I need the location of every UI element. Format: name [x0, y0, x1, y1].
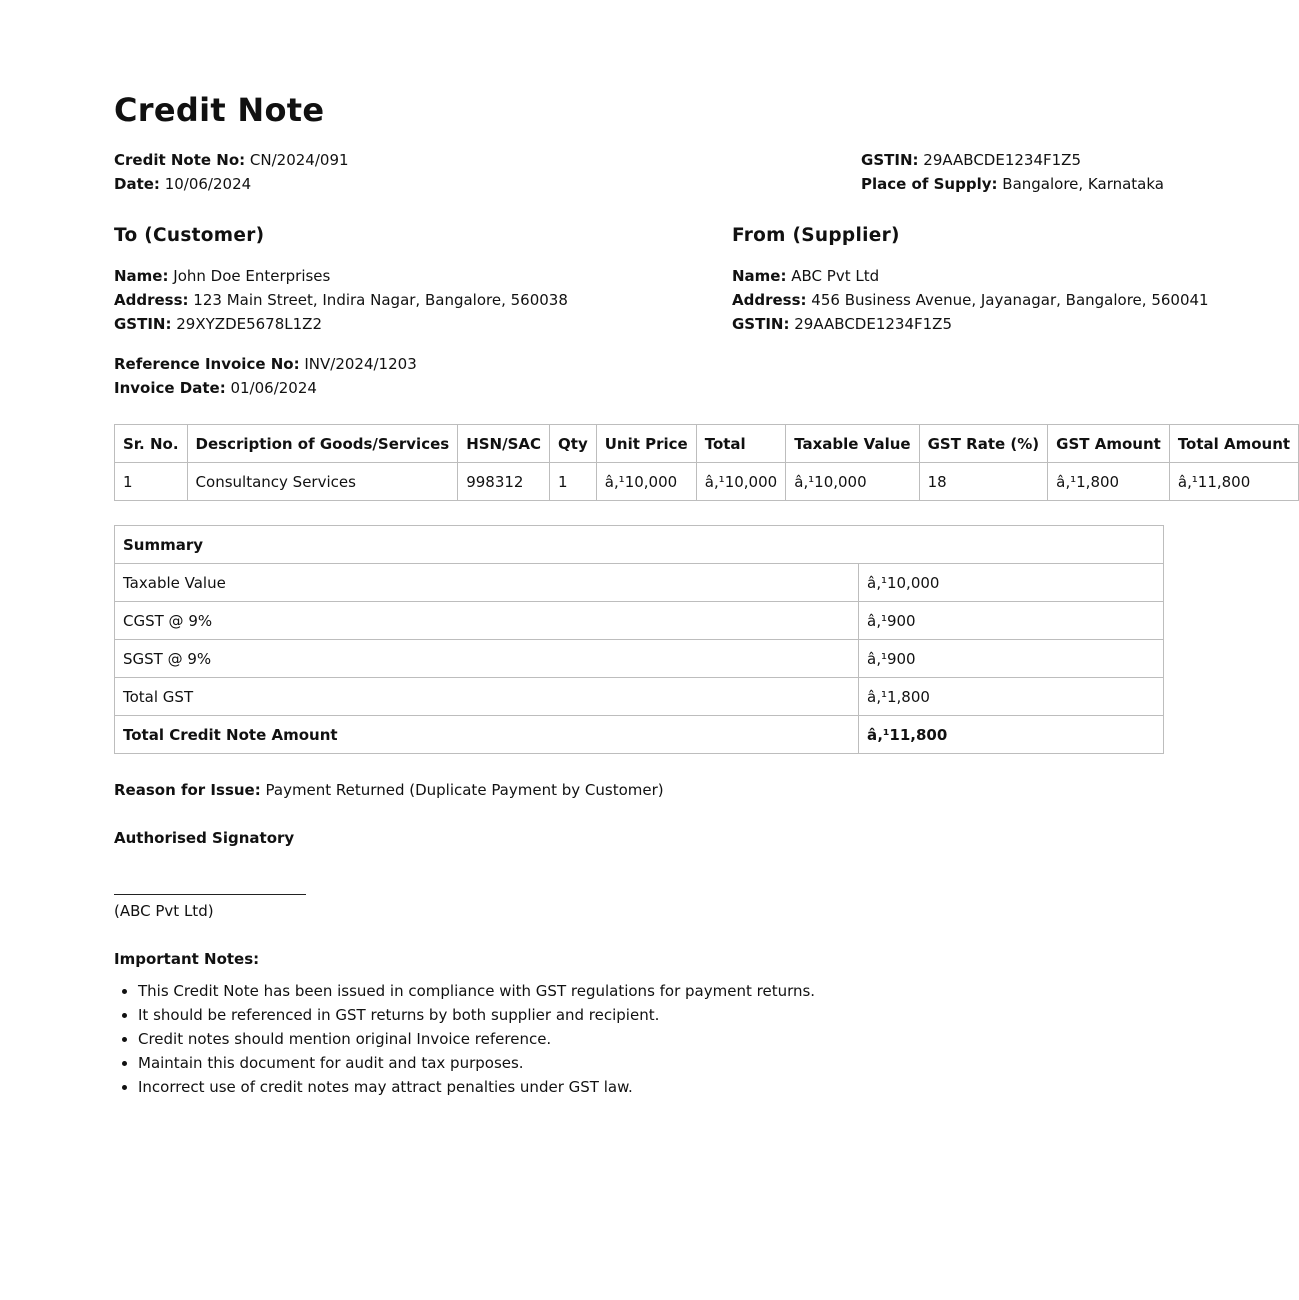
summary-row	[115, 640, 1164, 678]
table-cell: 1	[550, 463, 597, 501]
summary-label: Total GST	[115, 678, 859, 716]
customer-block	[114, 222, 568, 336]
list-item: • Maintain this document for audit and tax purposes.	[138, 1051, 1164, 1075]
reference-invoice-date: Invoice Date: 01/06/2024	[114, 379, 317, 397]
summary-value: â‚¹900	[859, 640, 1164, 678]
table-cell: 1	[115, 463, 188, 501]
summary-label: Taxable Value	[115, 564, 859, 602]
supplier-name: Name: ABC Pvt Ltd	[732, 267, 880, 285]
reason-for-issue: Reason for Issue: Payment Returned (Duplicate Payment by Customer)	[114, 781, 664, 799]
customer-heading: To (Customer)	[114, 225, 265, 246]
credit-note-document	[114, 0, 1291, 1099]
summary-row	[115, 678, 1164, 716]
signatory-name: (ABC Pvt Ltd)	[114, 902, 214, 920]
items-header-row	[115, 425, 1299, 463]
document-meta	[114, 148, 1164, 196]
column-header: Description of Goods/Services	[187, 425, 458, 463]
summary-label: SGST @ 9%	[115, 640, 859, 678]
list-item: • This Credit Note has been issued in compliance with GST regulations for payment returns.	[138, 979, 1164, 1003]
meta-left	[114, 148, 349, 196]
column-header: HSN/SAC	[458, 425, 550, 463]
page-title: Credit Note	[114, 91, 325, 129]
supplier-block	[732, 222, 1209, 336]
table-cell: â‚¹10,000	[786, 463, 919, 501]
total-credit-label: Total Credit Note Amount	[115, 716, 859, 754]
table-cell: 998312	[458, 463, 550, 501]
place-of-supply: Place of Supply: Bangalore, Karnataka	[861, 175, 1164, 193]
customer-details	[114, 264, 568, 336]
column-header: GST Amount	[1048, 425, 1170, 463]
notes-title: Important Notes:	[114, 950, 260, 968]
meta-right	[861, 148, 1164, 196]
supplier-address: Address: 456 Business Avenue, Jayanagar, Bangalore, 560041	[732, 291, 1209, 309]
summary-header-row	[115, 526, 1164, 564]
summary-heading: Summary	[115, 526, 1164, 564]
parties	[114, 222, 1209, 334]
column-header: GST Rate (%)	[919, 425, 1048, 463]
column-header: Unit Price	[596, 425, 696, 463]
table-cell: â‚¹10,000	[596, 463, 696, 501]
table-cell: â‚¹11,800	[1169, 463, 1298, 501]
summary-total-row	[115, 716, 1164, 754]
supplier-gstin: GSTIN: 29AABCDE1234F1Z5	[732, 315, 952, 333]
customer-gstin: GSTIN: 29XYZDE5678L1Z2	[114, 315, 322, 333]
signatory-title: Authorised Signatory	[114, 829, 295, 847]
list-item: • It should be referenced in GST returns by both supplier and recipient.	[138, 1003, 1164, 1027]
signature-line	[114, 850, 306, 895]
credit-note-date: Date: 10/06/2024	[114, 175, 252, 193]
column-header: Qty	[550, 425, 597, 463]
items-table	[114, 424, 1299, 501]
list-item: • Credit notes should mention original Invoice reference.	[138, 1027, 1164, 1051]
table-cell: Consultancy Services	[187, 463, 458, 501]
summary-value: â‚¹900	[859, 602, 1164, 640]
total-credit-value: â‚¹11,800	[859, 716, 1164, 754]
notes-list	[114, 979, 1164, 1099]
summary-row	[115, 602, 1164, 640]
reference-invoice-no: Reference Invoice No: INV/2024/1203	[114, 355, 417, 373]
summary-label: CGST @ 9%	[115, 602, 859, 640]
summary-row	[115, 564, 1164, 602]
supplier-heading: From (Supplier)	[732, 225, 900, 246]
customer-name: Name: John Doe Enterprises	[114, 267, 331, 285]
summary-value: â‚¹10,000	[859, 564, 1164, 602]
column-header: Taxable Value	[786, 425, 919, 463]
reference-invoice	[114, 352, 1164, 400]
supplier-details	[732, 264, 1209, 336]
table-cell: 18	[919, 463, 1048, 501]
table-cell: â‚¹10,000	[696, 463, 785, 501]
column-header: Total Amount	[1169, 425, 1298, 463]
table-cell: â‚¹1,800	[1048, 463, 1170, 501]
customer-address: Address: 123 Main Street, Indira Nagar, Bangalore, 560038	[114, 291, 568, 309]
meta-gstin: GSTIN: 29AABCDE1234F1Z5	[861, 151, 1082, 169]
list-item: • Incorrect use of credit notes may attract penalties under GST law.	[138, 1075, 1164, 1099]
summary-table	[114, 525, 1164, 754]
credit-note-no: Credit Note No: CN/2024/091	[114, 151, 349, 169]
column-header: Total	[696, 425, 785, 463]
column-header: Sr. No.	[115, 425, 188, 463]
table-row	[115, 463, 1299, 501]
summary-value: â‚¹1,800	[859, 678, 1164, 716]
